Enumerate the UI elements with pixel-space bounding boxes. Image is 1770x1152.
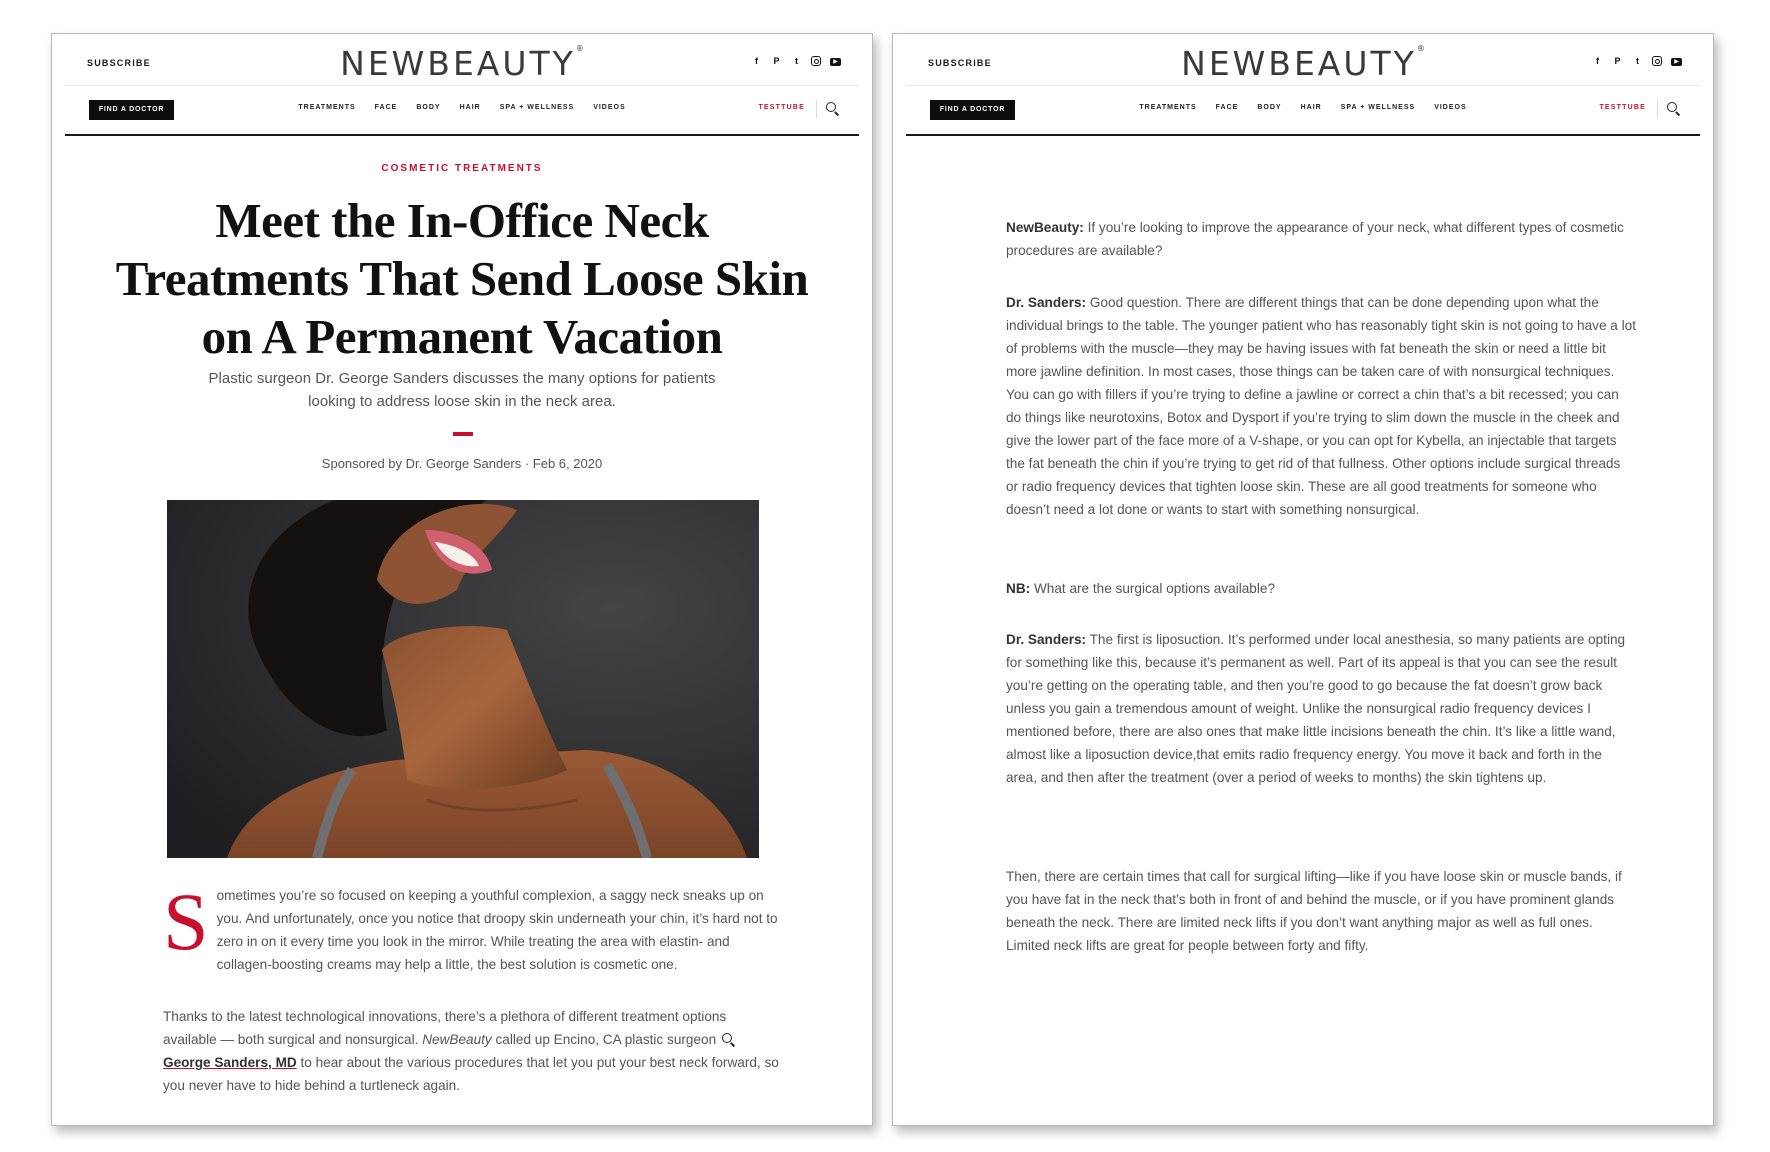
nav-item-body[interactable]: BODY	[416, 104, 441, 111]
site-logo[interactable]	[65, 44, 859, 83]
find-a-doctor-button[interactable]: FIND A DOCTOR	[930, 100, 1015, 120]
nav-divider	[816, 100, 817, 118]
twitter-icon[interactable]: t	[795, 56, 798, 66]
logo-text: NEWBEAUTY	[1181, 44, 1417, 83]
nav-divider	[1657, 100, 1658, 118]
intro-paragraph	[163, 876, 783, 976]
social-links	[751, 56, 841, 67]
twitter-icon[interactable]: t	[1636, 56, 1639, 66]
site-header	[906, 34, 1700, 136]
nav-item-videos[interactable]: VIDEOS	[1434, 104, 1467, 111]
qa-speaker: NB:	[1006, 581, 1031, 596]
article-page-left	[51, 33, 873, 1126]
qa-speaker: Dr. Sanders:	[1006, 295, 1087, 310]
nav-item-body[interactable]: BODY	[1257, 104, 1282, 111]
interview-answer-continued	[1006, 865, 1636, 957]
accent-divider	[453, 432, 473, 436]
nav-item-hair[interactable]: HAIR	[1300, 104, 1322, 111]
article-category[interactable]: COSMETIC TREATMENTS	[381, 163, 543, 174]
main-nav	[65, 104, 859, 111]
main-nav	[906, 104, 1700, 111]
p2-text-1: Thanks to the latest technological innovations, there’s a plethora of different treatment options available — both surgical and nonsurgical.	[163, 1009, 727, 1047]
testtube-link[interactable]: TESTTUBE	[758, 104, 805, 111]
drop-cap: S	[163, 876, 209, 967]
nav-item-treatments[interactable]: TREATMENTS	[1139, 104, 1197, 111]
article-headline: Meet the In-Office Neck Treatments That Send Loose Skin on A Permanent Vacation	[115, 193, 809, 364]
qa-text: What are the surgical options available?	[1030, 581, 1275, 596]
article-byline: Sponsored by Dr. George Sanders · Feb 6, 2020	[321, 456, 603, 471]
second-paragraph	[163, 1005, 783, 1097]
instagram-icon[interactable]	[811, 56, 821, 66]
qa-speaker: NewBeauty:	[1006, 220, 1084, 235]
interview-answer	[1006, 628, 1636, 789]
search-icon[interactable]	[826, 102, 840, 116]
youtube-icon[interactable]: ▶	[830, 58, 841, 66]
search-icon[interactable]	[1667, 102, 1681, 116]
testtube-link[interactable]: TESTTUBE	[1599, 104, 1646, 111]
interview-question	[1006, 216, 1636, 262]
header-divider	[906, 85, 1700, 86]
hero-image-laughing-woman	[167, 500, 759, 858]
nav-item-face[interactable]: FACE	[1215, 104, 1239, 111]
article-page-right	[892, 33, 1714, 1126]
p2-publication: NewBeauty	[422, 1032, 492, 1047]
qa-text: The first is liposuction. It’s performed under local anesthesia, so many patients are opting for something like this, because it’s permanent as well. Part of its appeal is that you can see the result you’re getting on the operating table, and then you’re good to go because the fat doesn’t grow back unless you gain a tremendous amount of weight. Unlike the nonsurgical radio frequency devices I mentioned before, there are also ones that make little incisions beneath the chin. It’s like a little wand, almost like a liposuction device,that emits radio frequency energy. You move it back and forth in the area, and then after the treatment (over a period of weeks to months) the skin tightens up.	[1006, 632, 1626, 785]
pinterest-icon[interactable]: P	[773, 56, 780, 66]
site-logo[interactable]	[906, 44, 1700, 83]
facebook-icon[interactable]: f	[755, 56, 758, 66]
instagram-icon[interactable]	[1652, 56, 1662, 66]
facebook-icon[interactable]: f	[1596, 56, 1599, 66]
nav-item-videos[interactable]: VIDEOS	[593, 104, 626, 111]
find-a-doctor-button[interactable]: FIND A DOCTOR	[89, 100, 174, 120]
nav-item-spa-wellness[interactable]: SPA + WELLNESS	[1340, 104, 1416, 111]
qa-text: Then, there are certain times that call for surgical lifting—like if you have loose skin or muscle bands, if you have fat in the neck that’s both in front of and behind the muscle, or if you have prominent glands beneath the neck. There are limited neck lifts if you don’t want anything major as well as full ones. Limited neck lifts are great for people between forty and fifty.	[1006, 869, 1622, 953]
logo-mark: ®	[575, 44, 584, 53]
logo-mark: ®	[1416, 44, 1425, 53]
qa-speaker: Dr. Sanders:	[1006, 632, 1087, 647]
youtube-icon[interactable]: ▶	[1671, 58, 1682, 66]
intro-text: ometimes you’re so focused on keeping a youthful complexion, a saggy neck sneaks up on you. And unfortunately, once you notice that droopy skin underneath your chin, it’s hard not to zero in on it every time you look in the mirror. While treating the area with elastin- and collagen-boosting creams may help a little, the best solution is cosmetic one.	[216, 888, 778, 972]
article-subhead: Plastic surgeon Dr. George Sanders discusses the many options for patients looking to address loose skin in the neck area.	[208, 370, 716, 410]
search-icon[interactable]	[722, 1033, 736, 1047]
subscribe-link[interactable]: SUBSCRIBE	[928, 58, 992, 68]
interview-question	[1006, 577, 1636, 600]
nav-item-hair[interactable]: HAIR	[459, 104, 481, 111]
nav-item-treatments[interactable]: TREATMENTS	[298, 104, 356, 111]
interview-answer	[1006, 291, 1636, 521]
qa-text: If you’re looking to improve the appearance of your neck, what different types of cosmetic procedures are available?	[1006, 220, 1624, 258]
logo-text: NEWBEAUTY	[340, 44, 576, 83]
qa-text: Good question. There are different things that can be done depending upon what the individual brings to the table. The younger patient who has reasonably tight skin is not going to have a lot of problems with the muscle—they may be having issues with fat beneath the skin or need a little bit more jawline definition. In most cases, those things can be taken care of with nonsurgical techniques. You can go with fillers if you’re trying to define a jawline or correct a chin that’s a bit recessed; you can do things like neurotoxins, Botox and Dysport if you’re trying to slim down the muscle in the cheek and give the lower part of the face more of a V-shape, or you can opt for Kybella, an injectable that targets the fat beneath the chin if you’re trying to get rid of that fullness. Other options include surgical threads or radio frequency devices that tighten loose skin. These are all good treatments for someone who doesn’t need a lot done or wants to start with something nonsurgical.	[1006, 295, 1636, 517]
p2-text-2: called up Encino, CA plastic surgeon	[491, 1032, 717, 1047]
author-link[interactable]: George Sanders, MD	[163, 1055, 297, 1070]
nav-item-face[interactable]: FACE	[374, 104, 398, 111]
header-divider	[65, 85, 859, 86]
pinterest-icon[interactable]: P	[1614, 56, 1621, 66]
p2-text-3: to hear about the various procedures that let you put your best neck forward, so you never have to hide behind a turtleneck again.	[163, 1055, 779, 1093]
social-links	[1592, 56, 1682, 67]
site-header	[65, 34, 859, 136]
nav-item-spa-wellness[interactable]: SPA + WELLNESS	[499, 104, 575, 111]
subscribe-link[interactable]: SUBSCRIBE	[87, 58, 151, 68]
